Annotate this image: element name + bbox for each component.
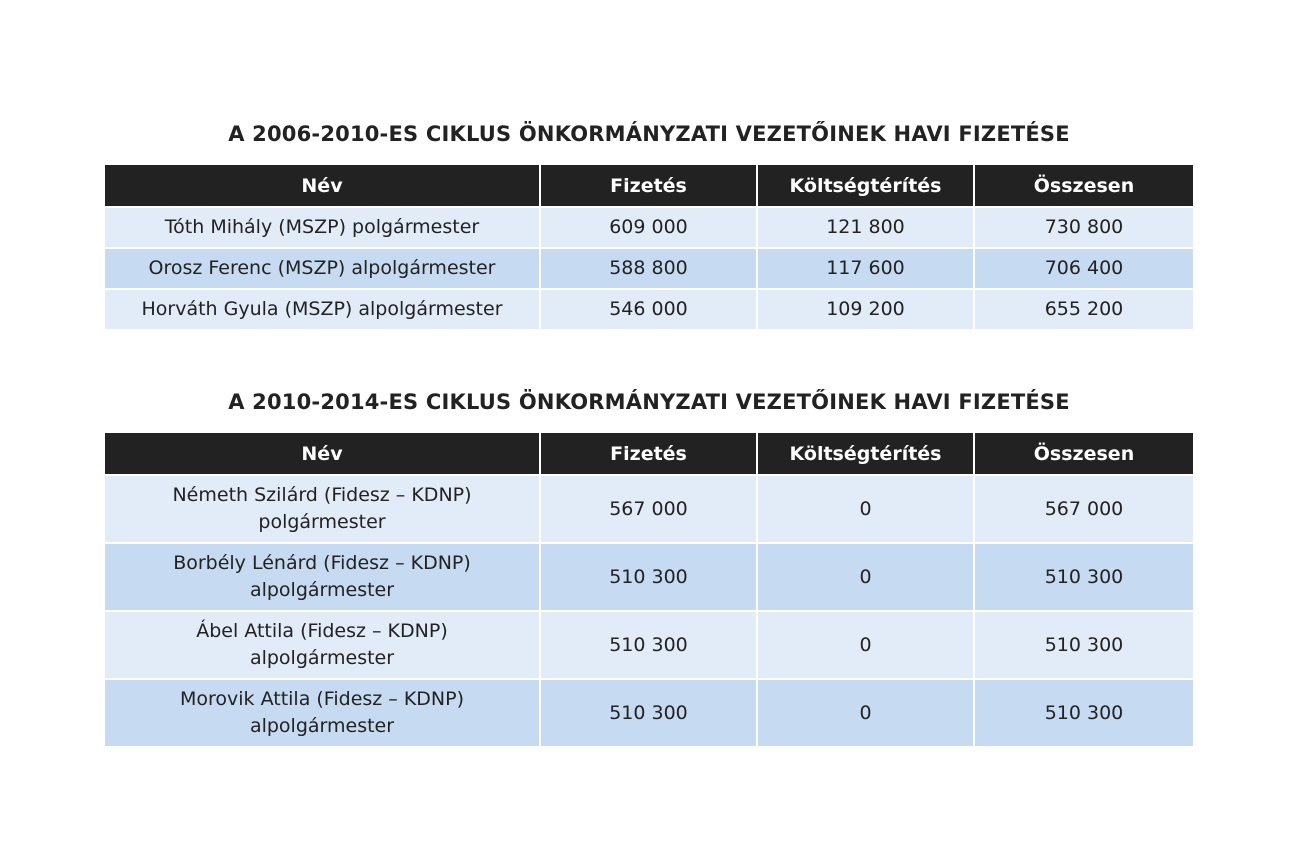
table-row xyxy=(105,679,1193,746)
title-line: polgármester xyxy=(258,511,386,533)
table-title: A 2006-2010-ES CIKLUS ÖNKORMÁNYZATI VEZETŐINEK HAVI FIZETÉSE xyxy=(228,122,1070,146)
column-header-expense: Költségtérítés xyxy=(757,433,974,475)
cell-salary: 609 000 xyxy=(540,207,757,248)
cell-total: 510 300 xyxy=(974,543,1193,611)
column-header-expense: Költségtérítés xyxy=(757,165,974,207)
name-line: Németh Szilárd (Fidesz – KDNP) xyxy=(172,484,472,506)
name-line: Morovik Attila (Fidesz – KDNP) xyxy=(179,688,465,710)
table-title: A 2010-2014-ES CIKLUS ÖNKORMÁNYZATI VEZETŐINEK HAVI FIZETÉSE xyxy=(228,390,1070,414)
cell-name: Orosz Ferenc (MSZP) alpolgármester xyxy=(105,248,540,289)
cell-salary: 510 300 xyxy=(540,611,757,679)
column-header-salary: Fizetés xyxy=(540,433,757,475)
cell-total: 655 200 xyxy=(974,289,1193,329)
cell-total: 706 400 xyxy=(974,248,1193,289)
cell-salary: 546 000 xyxy=(540,289,757,329)
salary-table-2010-2014 xyxy=(105,433,1193,746)
cell-salary: 567 000 xyxy=(540,475,757,543)
table-row xyxy=(105,543,1193,611)
cell-name xyxy=(105,679,540,746)
cell-total: 510 300 xyxy=(974,679,1193,746)
cell-expense: 117 600 xyxy=(757,248,974,289)
salary-section-2010-2014 xyxy=(105,386,1193,746)
cell-name xyxy=(105,475,540,543)
cell-salary: 588 800 xyxy=(540,248,757,289)
name-line: Ábel Attila (Fidesz – KDNP) xyxy=(196,620,448,642)
cell-total: 510 300 xyxy=(974,611,1193,679)
cell-salary: 510 300 xyxy=(540,543,757,611)
cell-expense: 0 xyxy=(757,475,974,543)
cell-expense: 109 200 xyxy=(757,289,974,329)
table-row xyxy=(105,207,1193,248)
column-header-total: Összesen xyxy=(974,165,1193,207)
cell-total: 730 800 xyxy=(974,207,1193,248)
cell-name: Tóth Mihály (MSZP) polgármester xyxy=(105,207,540,248)
cell-name xyxy=(105,543,540,611)
cell-expense: 121 800 xyxy=(757,207,974,248)
title-line: alpolgármester xyxy=(249,647,395,669)
table-row xyxy=(105,475,1193,543)
column-header-name: Név xyxy=(105,433,540,475)
column-header-total: Összesen xyxy=(974,433,1193,475)
table-header-row xyxy=(105,433,1193,475)
salary-table-2006-2010 xyxy=(105,165,1193,329)
cell-expense: 0 xyxy=(757,679,974,746)
table-row xyxy=(105,289,1193,329)
cell-salary: 510 300 xyxy=(540,679,757,746)
salary-section-2006-2010 xyxy=(105,118,1193,329)
cell-total: 567 000 xyxy=(974,475,1193,543)
title-line: alpolgármester xyxy=(249,715,395,737)
cell-name xyxy=(105,611,540,679)
table-row xyxy=(105,611,1193,679)
table-header-row xyxy=(105,165,1193,207)
table-row xyxy=(105,248,1193,289)
name-line: Borbély Lénárd (Fidesz – KDNP) xyxy=(173,552,471,574)
column-header-salary: Fizetés xyxy=(540,165,757,207)
cell-expense: 0 xyxy=(757,611,974,679)
cell-expense: 0 xyxy=(757,543,974,611)
title-line: alpolgármester xyxy=(249,579,395,601)
column-header-name: Név xyxy=(105,165,540,207)
cell-name: Horváth Gyula (MSZP) alpolgármester xyxy=(105,289,540,329)
